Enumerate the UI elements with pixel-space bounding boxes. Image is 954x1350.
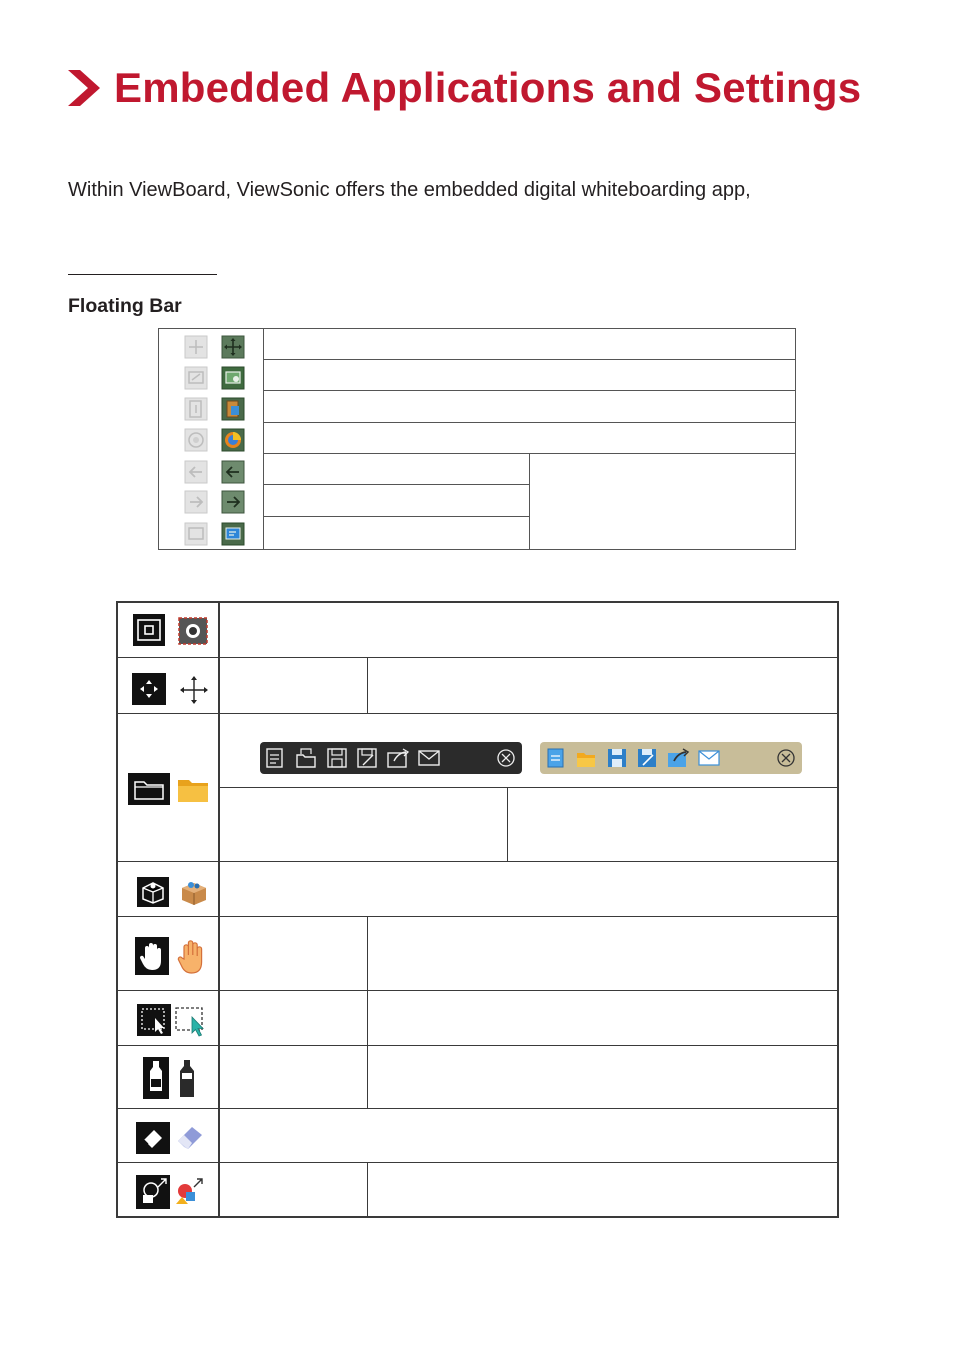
- section-title: Floating Bar: [68, 295, 182, 317]
- toolbox-color-icon: [178, 877, 210, 907]
- screenshot-icon: [133, 614, 165, 646]
- file-toolbar-dark: [260, 742, 522, 774]
- screenshot-selected-icon: [178, 617, 208, 645]
- chevron-right-icon: [66, 68, 102, 108]
- open-file-icon[interactable]: [574, 747, 598, 769]
- screen-inactive-icon: [184, 522, 208, 546]
- whiteboard-inactive-icon: [184, 366, 208, 390]
- pen-icon: [143, 1057, 169, 1099]
- forward-arrow-active-icon: [221, 490, 245, 514]
- save-as-icon[interactable]: [355, 747, 379, 769]
- forward-arrow-inactive-icon: [184, 490, 208, 514]
- move-active-icon: [221, 335, 245, 359]
- page-title: Embedded Applications and Settings: [114, 64, 862, 111]
- shapes-color-icon: [174, 1175, 208, 1209]
- save-icon[interactable]: [325, 747, 349, 769]
- divider: [68, 274, 217, 275]
- screen-active-icon: [221, 522, 245, 546]
- annotate-inactive-icon: [184, 397, 208, 421]
- shapes-icon: [136, 1175, 170, 1209]
- whiteboard-active-icon: [221, 366, 245, 390]
- select-icon: [137, 1004, 171, 1036]
- move-toolbar-light-icon: [178, 674, 210, 706]
- save-icon[interactable]: [605, 747, 629, 769]
- browser-inactive-icon: [184, 428, 208, 452]
- toolbox-icon: [137, 877, 169, 907]
- eraser-color-icon: [174, 1121, 206, 1153]
- hand-icon: [135, 937, 169, 975]
- new-file-icon[interactable]: [263, 747, 287, 769]
- pen-color-icon: [176, 1057, 198, 1099]
- intro-paragraph: Within ViewBoard, ViewSonic offers the embedded digital whiteboarding app,: [68, 179, 751, 201]
- folder-color-icon: [176, 774, 210, 804]
- back-arrow-inactive-icon: [184, 460, 208, 484]
- new-file-icon[interactable]: [544, 747, 568, 769]
- eraser-icon: [136, 1122, 170, 1154]
- export-icon[interactable]: [666, 747, 690, 769]
- move-inactive-icon: [184, 335, 208, 359]
- save-as-icon[interactable]: [635, 747, 659, 769]
- move-toolbar-icon: [132, 673, 166, 705]
- email-icon[interactable]: [417, 747, 441, 769]
- hand-color-icon: [174, 936, 208, 976]
- close-icon[interactable]: [497, 749, 515, 767]
- open-file-icon[interactable]: [294, 747, 318, 769]
- export-icon[interactable]: [386, 747, 410, 769]
- select-color-icon: [174, 1005, 208, 1037]
- folder-icon: [128, 773, 170, 805]
- close-icon[interactable]: [777, 749, 795, 767]
- browser-active-icon: [221, 428, 245, 452]
- email-icon[interactable]: [697, 747, 721, 769]
- back-arrow-active-icon: [221, 460, 245, 484]
- file-toolbar-light: [540, 742, 802, 774]
- annotate-active-icon: [221, 397, 245, 421]
